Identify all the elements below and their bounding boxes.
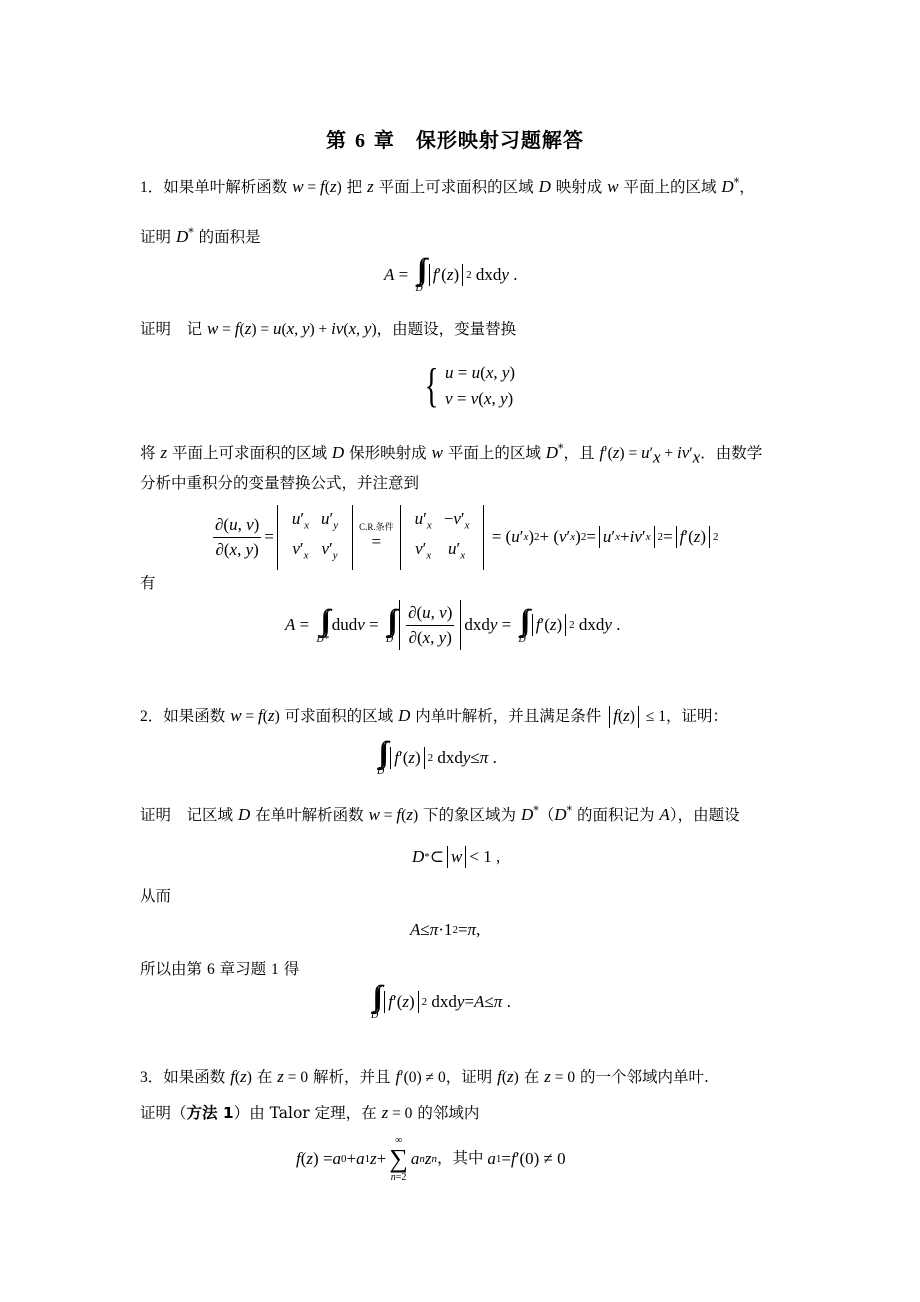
- problem-2-proof: 证明 记区域 D 在单叶解析函数 w = f(z) 下的象区域为 D*（D* 的面积记为 A），由题设: [140, 804, 740, 825]
- equation-substitution-system: { u = u(x, y) v = v(x, y): [424, 359, 516, 412]
- equation-final-bound: ∫∫ D f ′( z ) 2 dxd y = A ≤ π .: [371, 980, 511, 1021]
- equation-area-chain: A = ∫∫ D* dud v = ∫∫ D $\frac{\partial(u, v)}{\partial(x, y)}$ dxd y = ∫∫ D f ′( z ) 2 dxd y .: [285, 600, 620, 650]
- problem-1-statement-cont: 证明 D* 的面积是: [140, 226, 261, 247]
- problem-1-statement: 1．如果单叶解析函数 w = f(z) 把 z 平面上可求面积的区域 D 映射成 w 平面上的区域 D*，: [140, 176, 755, 197]
- equation-subset: D * ⊂ w < 1 ,: [412, 847, 501, 866]
- problem-2-congerer: 从而: [140, 887, 172, 905]
- equation-area-bound: ∫∫ D f ′( z ) 2 dxd y ≤ π .: [377, 736, 497, 777]
- equation-area-integral: A = ∫∫ D f ′( z ) 2 dxd y .: [384, 253, 518, 294]
- problem-1-text-a: 将 z 平面上可求面积的区域 D 保形映射成 w 平面上的区域 D*，且 $f'(z) = u'_x + iv'_x$．由数学: [140, 442, 763, 467]
- problem-1-text-b: 分析中重积分的变量替换公式，并注意到: [140, 474, 420, 492]
- equation-jacobian: $\frac{\partial(u, v)}{\partial(x, y)}$ = $u'_x$ $v'_x$ $u'_y$ $v'_y$ C.R.条件 = $u'_x$ $v'_x$ $-v'_x$ $u'_x$ = ( u ′ x ) 2 + ( v ′ x ) 2 = u ′ x + iv ′ x 2 = f ′( z ) 2: [210, 505, 719, 570]
- equation-area-pi: A ≤ π ·1 2 = π ,: [410, 920, 481, 939]
- problem-3-statement: 3．如果函数 f(z) 在 z = 0 解析，并且 f′(0) ≠ 0，证明 f(z) 在 z = 0 的一个邻域内单叶.: [140, 1067, 709, 1086]
- problem-1-you: 有: [140, 574, 156, 592]
- page-title: 第 6 章 保形映射习题解答: [326, 128, 584, 152]
- problem-1-proof-intro: 证明 记 w = f(z) = u(x, y) + iv(x, y)，由题设，变量替换: [140, 319, 517, 338]
- problem-2-so: 所以由第 6 章习题 1 得: [140, 960, 300, 978]
- problem-3-proof: 证明（方法 1）由 Talor 定理，在 z = 0 的邻域内: [140, 1103, 480, 1122]
- problem-2-statement: 2．如果函数 w = f(z) 可求面积的区域 D 内单叶解析，并且满足条件 f(z) ≤ 1，证明：: [140, 705, 728, 728]
- equation-taylor-series: f ( z ) = a 0 + a 1 z + ∞ ∑ n=2 a n z n ，其中 a 1 = f ′(0) ≠ 0: [296, 1135, 566, 1183]
